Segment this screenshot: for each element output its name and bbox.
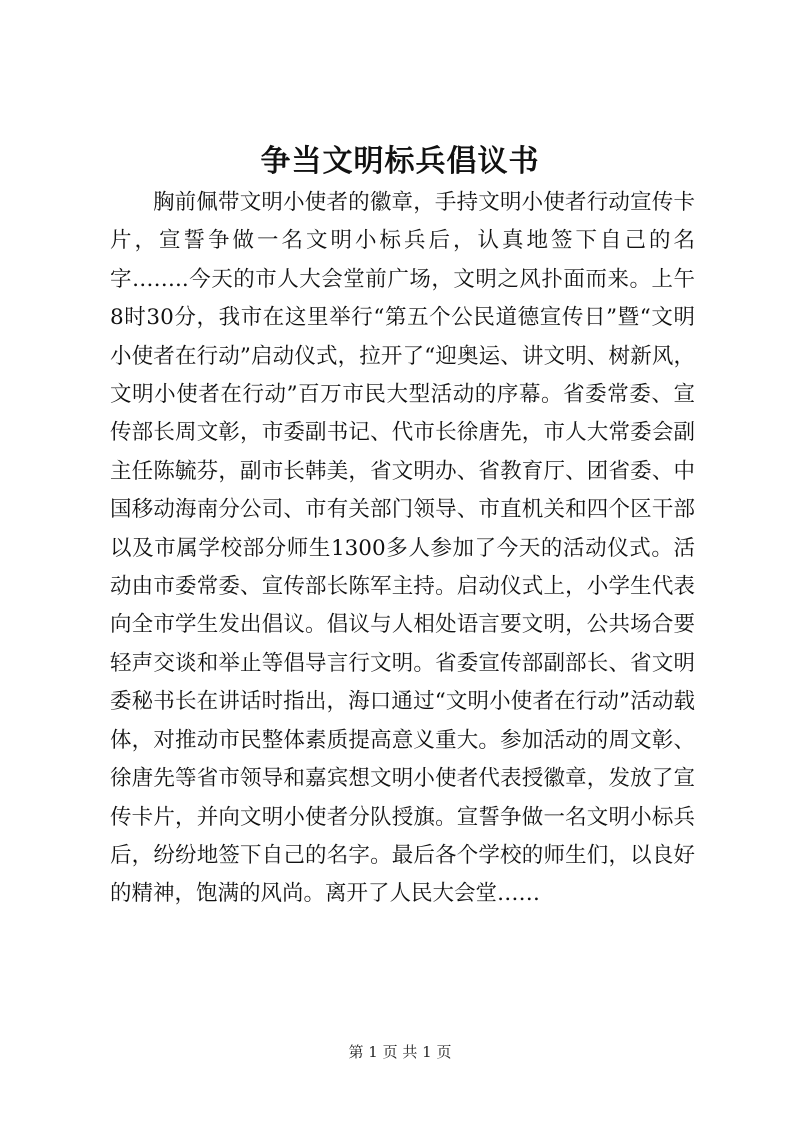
document-title: 争当文明标兵倡议书 xyxy=(260,144,540,179)
document-body-paragraph: 胸前佩带文明小使者的徽章，手持文明小使者行动宣传卡片，宣誓争做一名文明小标兵后，认真地签下自己的名字……..今天的市人大会堂前广场，文明之风扑面而来。上午8时30分，我市在这里举行“第五个公民道德宣传日”暨“文明小使者在行动”启动仪式，拉开了“迎奥运、讲文明、树新风，文明小使者在行动”百万市民大型活动的序幕。省委常委、宣传部长周文彰，市委副书记、代市长徐唐先，市人大常委会副主任陈毓芬，副市长韩美，省文明办、省教育厅、团省委、中国移动海南分公司、市有关部门领导、市直机关和四个区干部以及市属学校部分师生1300多人参加了今天的活动仪式。活动由市委常委、宣传部长陈军主持。启动仪式上，小学生代表向全市学生发出倡议。倡议与人相处语言要文明，公共场合要轻声交谈和举止等倡导言行文明。省委宣传部副部长、省文明委秘书长在讲话时指出，海口通过“文明小使者在行动”活动载体，对推动市民整体素质提高意义重大。参加活动的周文彰、徐唐先等省市领导和嘉宾想文明小使者代表授徽章，发放了宣传卡片，并向文明小使者分队授旗。宣誓争做一名文明小标兵后，纷纷地签下自己的名字。最后各个学校的师生们，以良好的精神，饱满的风尚。离开了人民大会堂…… xyxy=(110,190,695,907)
page-number-footer: 第 1 页 共 1 页 xyxy=(348,1043,452,1061)
